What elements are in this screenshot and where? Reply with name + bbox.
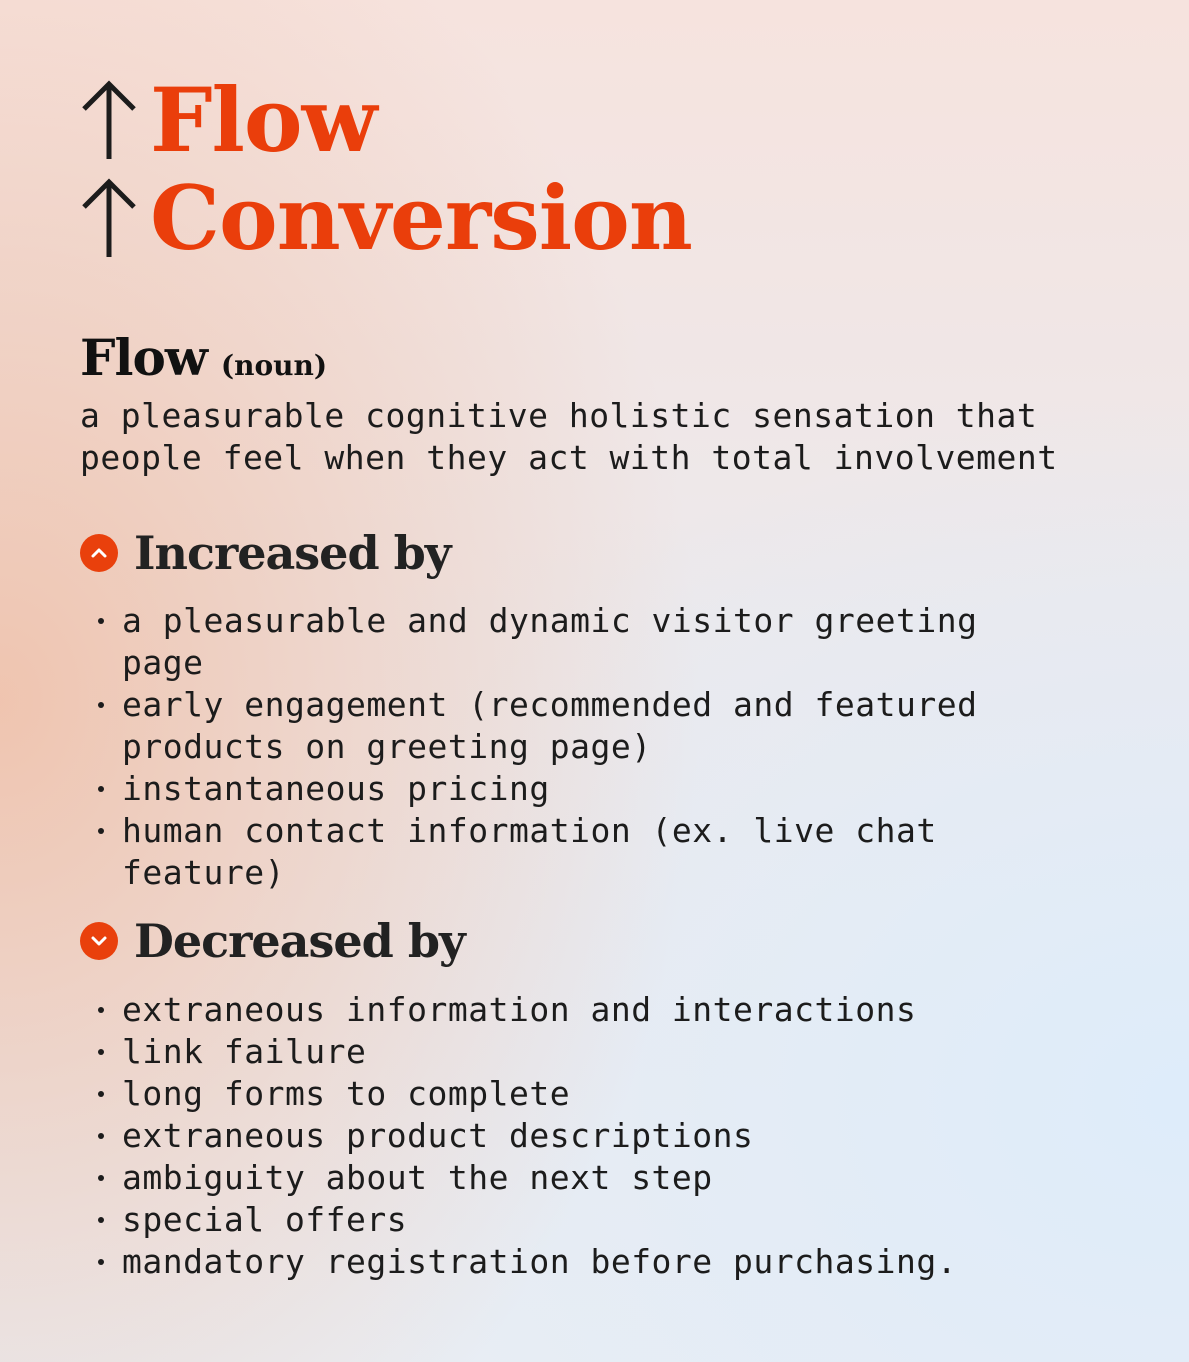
- bullet: [98, 1049, 104, 1055]
- list-item: mandatory registration before purchasing.: [92, 1241, 1092, 1283]
- hero-title-conversion: Conversion: [150, 166, 692, 270]
- list-item: link failure: [92, 1031, 1092, 1073]
- decreased-by-title: Decreased by: [134, 914, 465, 968]
- bullet: [98, 1259, 104, 1265]
- arrow-up-icon: [80, 177, 138, 259]
- list-item: human contact information (ex. live chat feature): [92, 810, 1002, 894]
- part-of-speech: (noun): [220, 349, 328, 382]
- increased-by-list: [92, 600, 1092, 894]
- list-item: instantaneous pricing: [92, 768, 1002, 810]
- bullet: [98, 1007, 104, 1013]
- list-item: ambiguity about the next step: [92, 1157, 1092, 1199]
- definition-word: Flow: [80, 328, 207, 387]
- bullet: [98, 828, 104, 834]
- bullet: [98, 1133, 104, 1139]
- bullet: [98, 786, 104, 792]
- bullet: [98, 1091, 104, 1097]
- list-item: long forms to complete: [92, 1073, 1092, 1115]
- list-item: a pleasurable and dynamic visitor greeting page: [92, 600, 1002, 684]
- list-item: early engagement (recommended and featured products on greeting page): [92, 684, 1002, 768]
- bullet: [98, 618, 104, 624]
- hero-line-flow: [80, 70, 376, 170]
- decreased-by-list: [92, 989, 1092, 1283]
- arrow-up-icon: [80, 79, 138, 161]
- increased-by-heading: [80, 526, 451, 580]
- list-item: extraneous product descriptions: [92, 1115, 1092, 1157]
- hero-line-conversion: [80, 168, 692, 268]
- decreased-by-heading: [80, 914, 465, 968]
- increased-by-title: Increased by: [134, 526, 451, 580]
- chevron-down-circle-icon: [80, 922, 118, 960]
- bullet: [98, 1175, 104, 1181]
- list-item: special offers: [92, 1199, 1092, 1241]
- definition-text: a pleasurable cognitive holistic sensation that people feel when they act with total involvement: [80, 396, 1058, 477]
- chevron-up-circle-icon: [80, 534, 118, 572]
- definition-heading: [80, 328, 327, 387]
- bullet: [98, 1217, 104, 1223]
- list-item: extraneous information and interactions: [92, 989, 1092, 1031]
- bullet: [98, 702, 104, 708]
- hero-title-flow: Flow: [150, 68, 377, 172]
